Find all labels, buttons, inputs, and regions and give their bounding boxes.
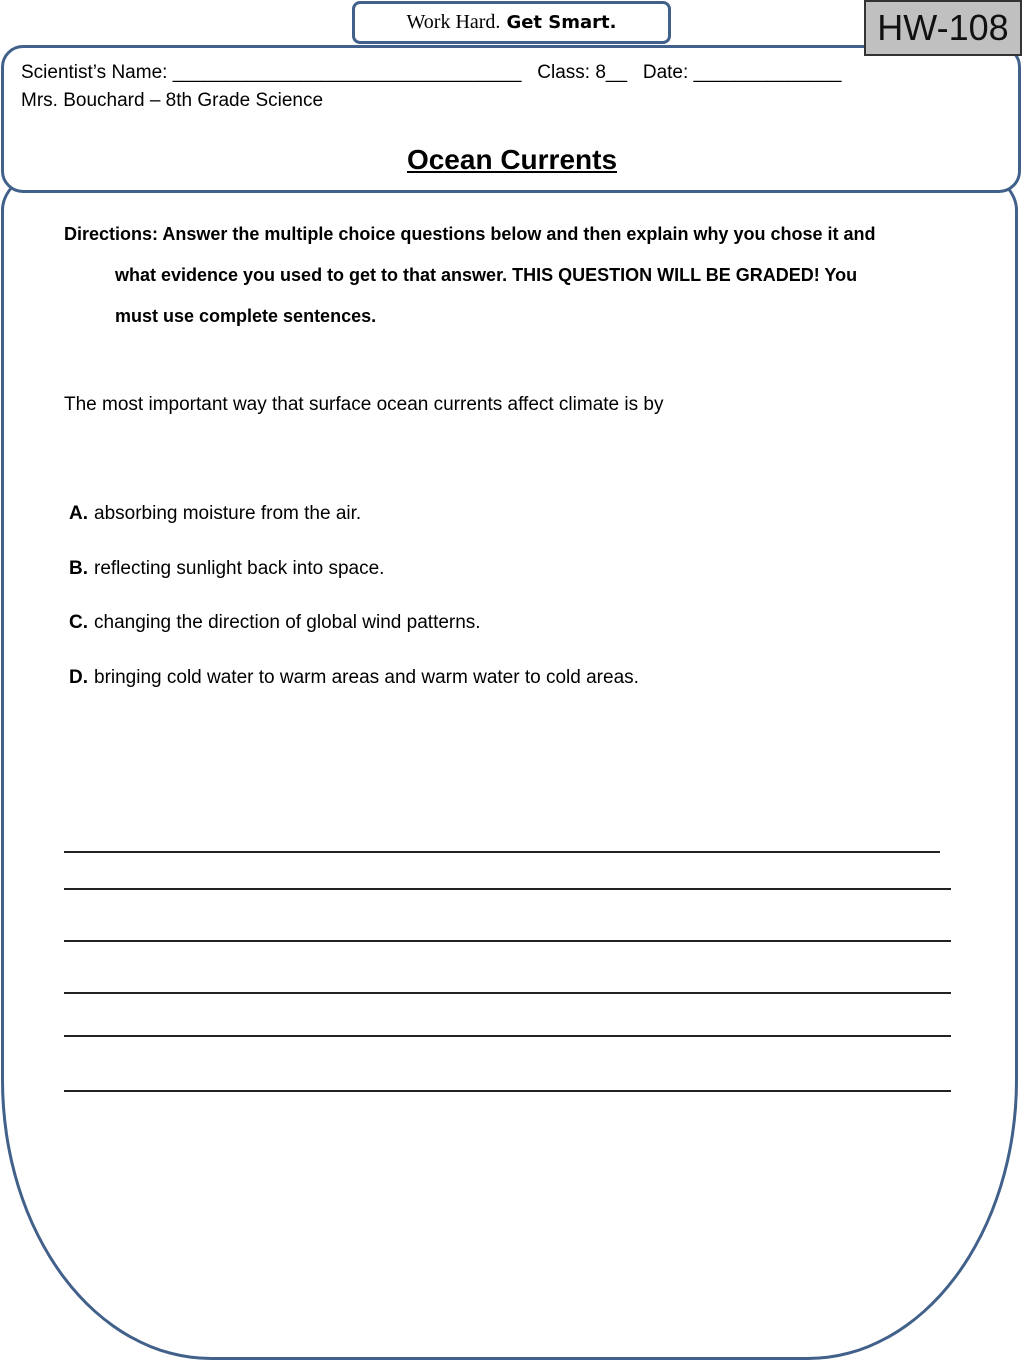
motto-plain: Work Hard. bbox=[406, 11, 501, 33]
choice-letter: C. bbox=[69, 612, 88, 633]
hw-code-badge: HW-108 bbox=[864, 0, 1022, 56]
choice-text: reflecting sunlight back into space. bbox=[94, 557, 385, 579]
answer-line-5[interactable] bbox=[64, 1035, 951, 1037]
choice-letter: D. bbox=[69, 666, 88, 688]
teacher-course-line: Mrs. Bouchard – 8th Grade Science bbox=[21, 90, 324, 111]
answer-line-6[interactable] bbox=[64, 1090, 951, 1092]
choice-text: absorbing moisture from the air. bbox=[94, 503, 362, 524]
answer-line-2[interactable] bbox=[64, 888, 951, 890]
choice-text: changing the direction of global wind patterns. bbox=[94, 612, 481, 633]
motto-banner bbox=[352, 1, 671, 44]
directions-line-3: must use complete sentences. bbox=[115, 306, 377, 326]
choice-letter: B. bbox=[69, 557, 88, 579]
choice-b[interactable] bbox=[69, 558, 639, 613]
choice-c[interactable] bbox=[69, 612, 639, 667]
directions bbox=[64, 214, 964, 337]
answer-choices bbox=[69, 503, 639, 721]
directions-line-2: what evidence you used to get to that answer. THIS QUESTION WILL BE GRADED! You bbox=[115, 265, 858, 285]
answer-line-3[interactable] bbox=[64, 940, 951, 942]
choice-a[interactable] bbox=[69, 503, 639, 558]
answer-line-1[interactable] bbox=[64, 851, 940, 853]
choice-letter: A. bbox=[69, 503, 88, 524]
question-prompt: The most important way that surface ocean currents affect climate is by bbox=[64, 394, 664, 415]
answer-line-4[interactable] bbox=[64, 992, 951, 994]
choice-d[interactable] bbox=[69, 667, 639, 722]
motto-bold: Get Smart. bbox=[506, 12, 617, 33]
directions-line-1: Directions: Answer the multiple choice questions below and then explain why you chose it and bbox=[64, 224, 876, 244]
choice-text: bringing cold water to warm areas and warm water to cold areas. bbox=[94, 666, 639, 688]
student-info-line: Scientist’s Name: _________________________________ Class: 8__ Date: ______________ bbox=[21, 62, 842, 83]
page-title: Ocean Currents bbox=[406, 144, 618, 175]
